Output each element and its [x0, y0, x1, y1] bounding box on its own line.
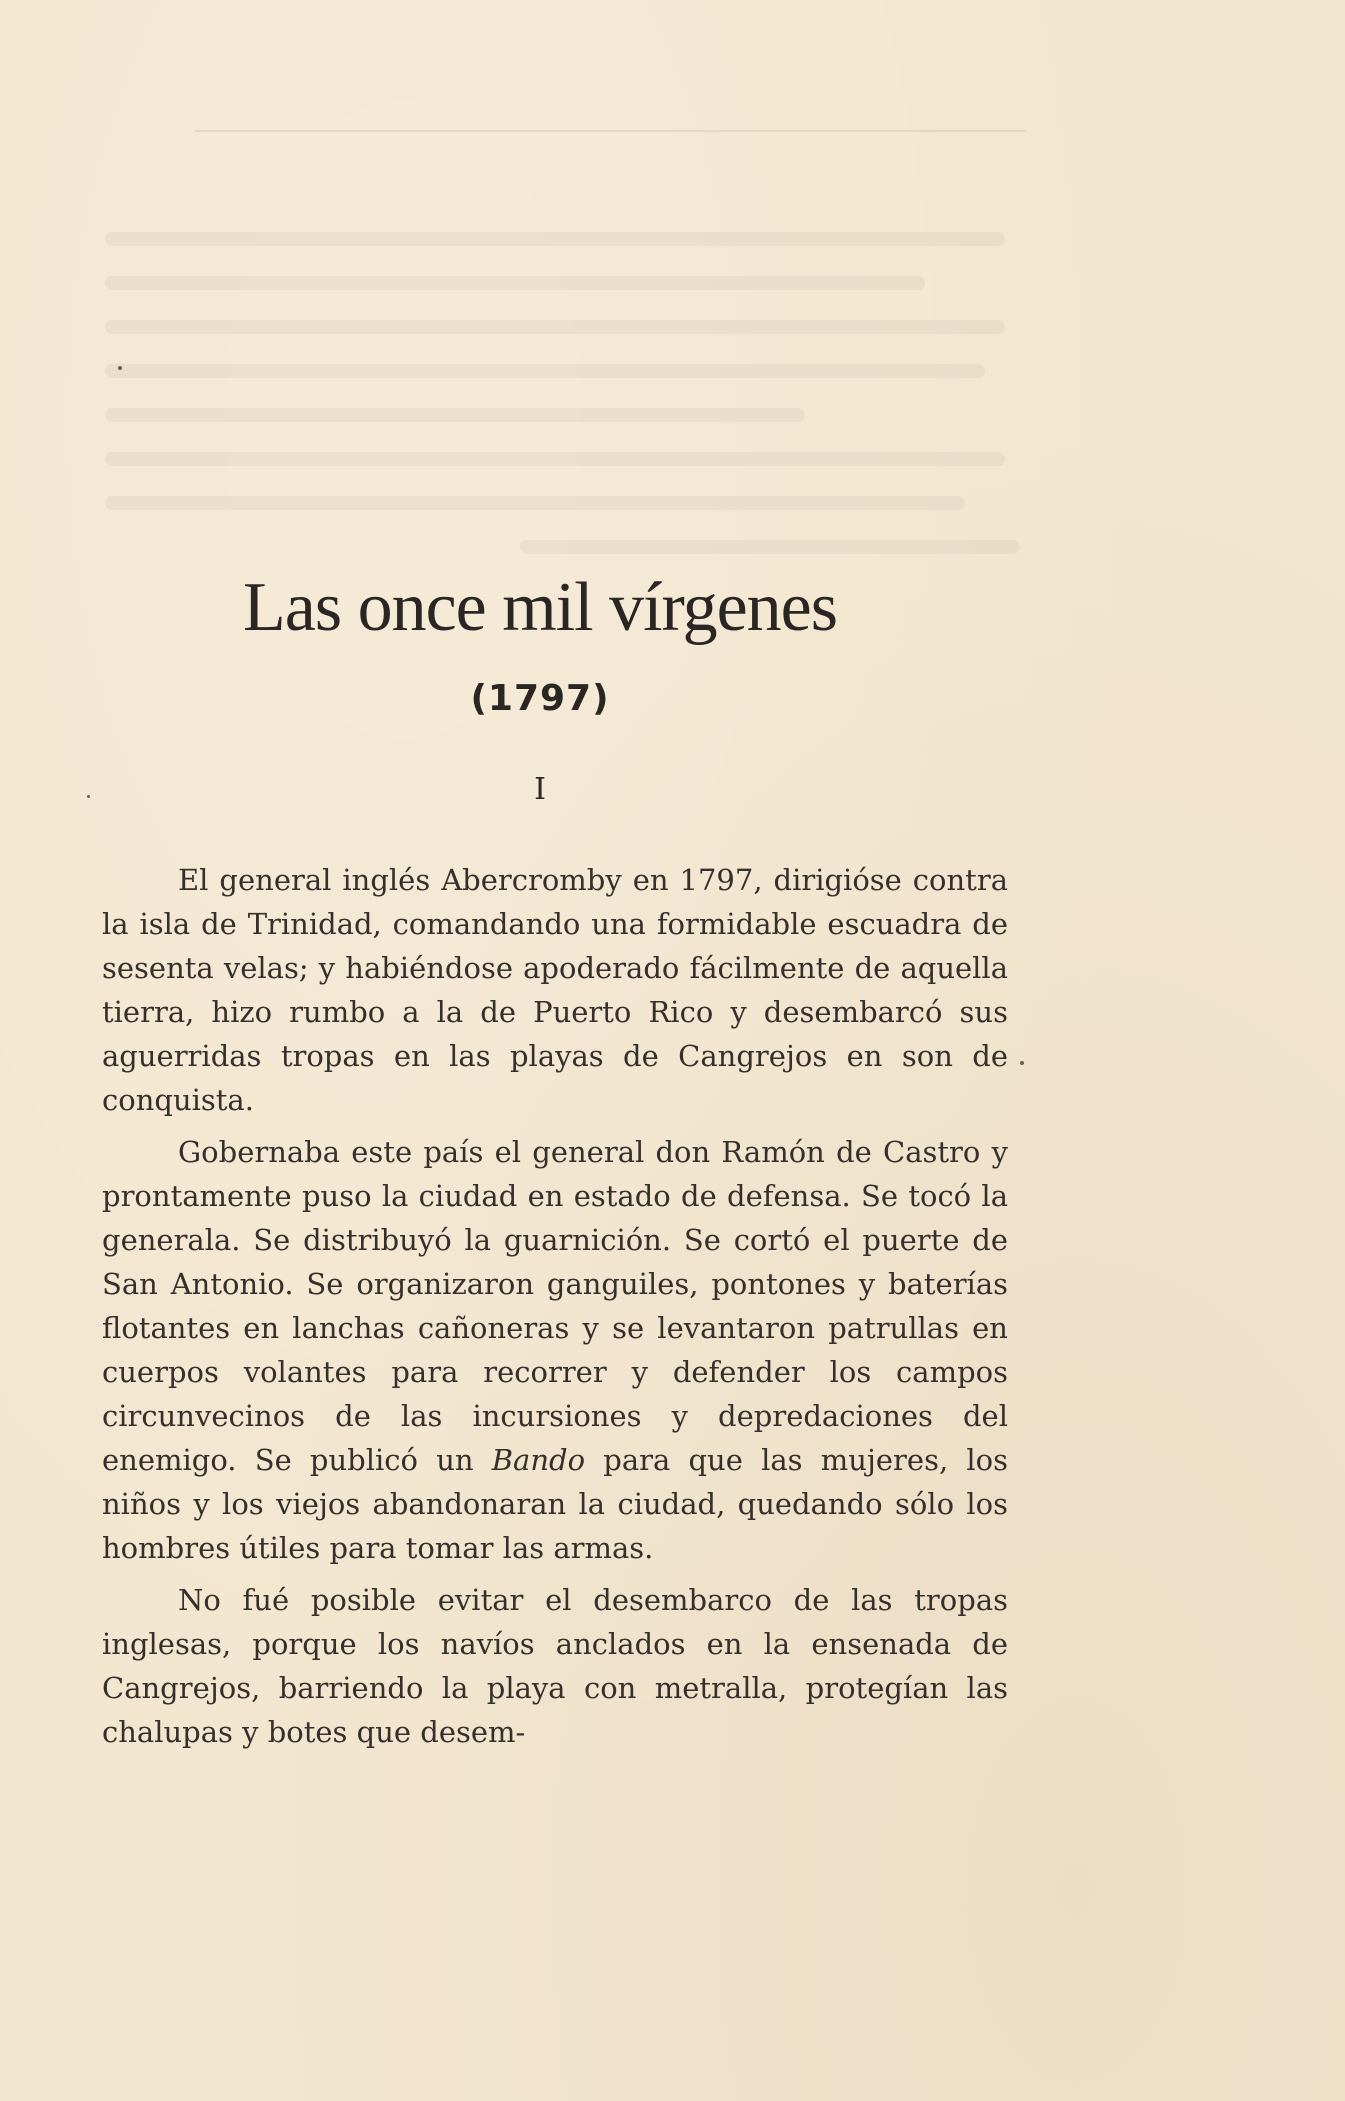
bleed-through-line	[105, 276, 925, 290]
bleed-through-line	[105, 232, 1005, 246]
paragraph-2-text-before: Gobernaba este país el general don Ramón de Castro y prontamente puso la ciudad en estado de defensa. Se tocó la generala. Se distribuyó la guarnición. Se cortó el puerte de San Antonio. Se organizaron ganguiles, pontones y baterías flotantes en lanchas cañoneras y se levantaron patrullas en cuerpos volantes para recorrer y defender los campos circunvecinos de las incursiones y depredaciones del enemigo. Se publicó un	[102, 1135, 1008, 1477]
paragraph-2-italic-word: Bando	[491, 1443, 586, 1477]
paragraph-2-text-after: para que las mujeres, los niños y los viejos abandonaran la ciudad, quedando sólo los hombres útiles para tomar las armas.	[102, 1443, 1008, 1565]
paragraph-1: El general inglés Abercromby en 1797, dirigióse contra la isla de Trinidad, comandando una formidable escuadra de sesenta velas; y habiéndose apoderado fácilmente de aquella tierra, hizo rumbo a la de Puerto Rico y desembarcó sus aguerridas tropas en las playas de Cangrejos en son de conquista.	[102, 863, 1008, 1117]
paragraph-2	[102, 1130, 1008, 1570]
bleed-through-line	[520, 540, 1020, 554]
bleed-through-line	[105, 496, 965, 510]
section-numeral: I	[534, 772, 546, 807]
bleed-through-line	[105, 364, 985, 378]
bleed-through-line	[105, 452, 1005, 466]
paper-speck	[87, 795, 90, 798]
bleed-through-rule	[195, 130, 1025, 132]
paper-speck	[1020, 1061, 1024, 1065]
paper-speck	[118, 366, 122, 370]
bleed-through-line	[105, 408, 805, 422]
chapter-title: Las once mil vírgenes	[243, 569, 837, 646]
bleed-through-line	[105, 320, 1005, 334]
body-text	[102, 858, 1008, 1762]
chapter-year: (1797)	[470, 678, 610, 719]
paragraph-3: No fué posible evitar el desembarco de las tropas inglesas, porque los navíos anclados en la ensenada de Cangrejos, barriendo la playa con metralla, protegían las chalupas y botes que desem-	[102, 1583, 1008, 1749]
